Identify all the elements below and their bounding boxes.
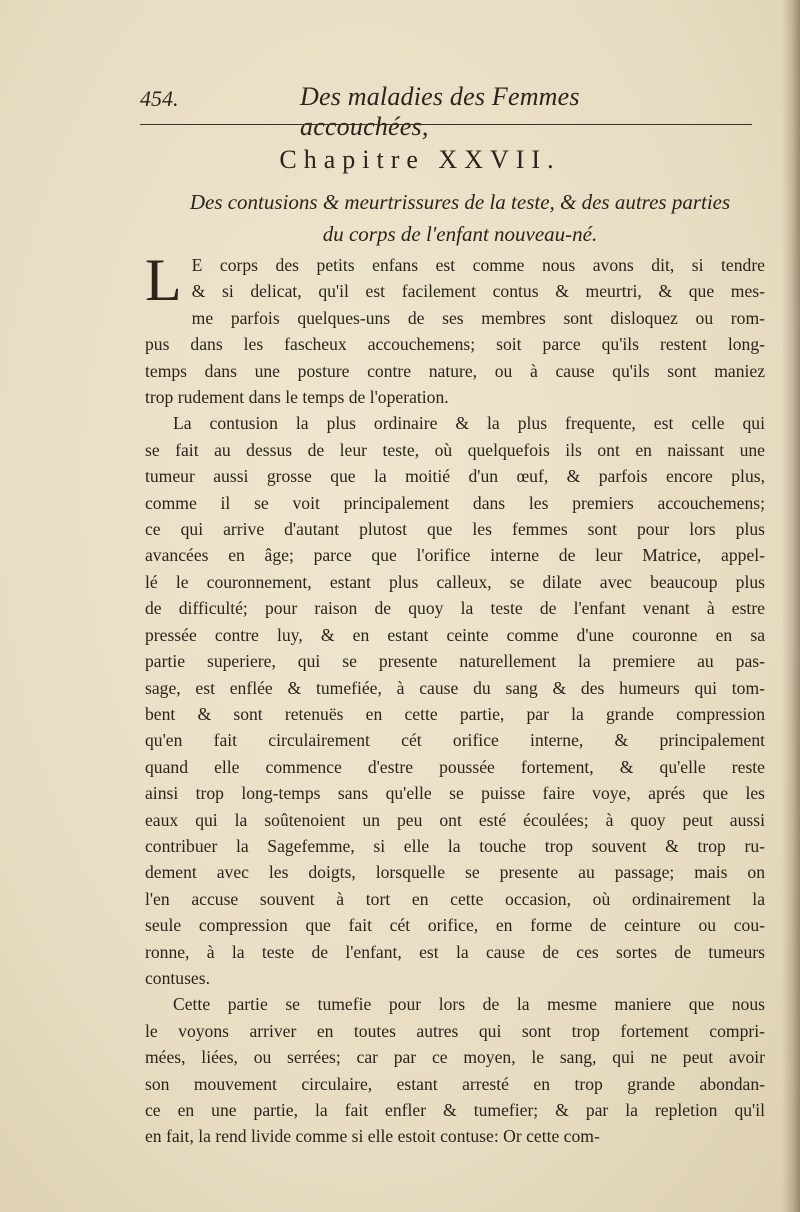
text-line: son mouvement circulaire, estant arresté en trop grande abondan- — [145, 1073, 765, 1094]
text-line: temps dans une posture contre nature, ou à cause qu'ils sont maniez — [145, 360, 765, 381]
text-line: ainsi trop long-temps sans qu'elle se puisse faire voye, aprés que les — [145, 783, 765, 804]
text-line: & si delicat, qu'il est facilement contus & meurtri, & que mes- — [191, 281, 765, 302]
text-line: bent & sont retenuës en cette partie, par la grande compression — [145, 703, 765, 724]
text-line: le voyons arriver en toutes autres qui sont trop fortement compri- — [145, 1020, 765, 1041]
text-line: dement avec les doigts, lorsquelle se presente au passage; mais on — [145, 862, 765, 883]
text-line: se fait au dessus de leur teste, où quelquefois ils ont en naissant une — [145, 439, 765, 460]
running-title: Des maladies des Femmes accouchées, — [300, 82, 580, 141]
text-line: lé le couronnement, estant plus calleux, se dilate avec beaucoup plus — [145, 571, 765, 592]
text-line: tumeur aussi grosse que la moitié d'un œuf, & parfois encore plus, — [145, 466, 765, 487]
text-line: me parfois quelques-uns de ses membres sont disloquez ou rom- — [191, 307, 765, 328]
text-line: ronne, à la teste de l'enfant, est la cause de ces sortes de tumeurs — [145, 941, 765, 962]
body-text — [145, 247, 765, 1150]
header-rule — [140, 124, 752, 125]
text-line: E corps des petits enfans est comme nous avons dit, si tendre — [191, 255, 765, 275]
text-line: pus dans les fascheux accouchemens; soit parce qu'ils restent long- — [145, 334, 765, 355]
page-edge-shadow — [782, 0, 800, 1212]
text-line: partie superiere, qui se presente naturellement la premiere au pas- — [145, 651, 765, 672]
text-line: qu'en fait circulairement cét orifice interne, & principalement — [145, 730, 765, 751]
drop-cap: L — [145, 247, 182, 313]
text-line: seule compression que fait cét orifice, en forme de ceinture ou cou- — [145, 915, 765, 936]
chapter-subtitle — [150, 186, 770, 250]
chapter-heading: Chapitre XXVII. — [279, 145, 561, 174]
page-header — [140, 82, 700, 141]
text-line: ce qui arrive d'autant plutost que les femmes sont pour lors plus — [145, 519, 765, 540]
text-line: comme il se voit principalement dans les premiers accouchemens; — [145, 492, 765, 513]
text-line: ce en une partie, la fait enfler & tumefier; & par la repletion qu'il — [145, 1100, 765, 1120]
text-line: pressée contre luy, & en estant ceinte comme d'une couronne en sa — [145, 624, 765, 645]
subtitle-line-2: du corps de l'enfant nouveau-né. — [322, 222, 598, 246]
text-line: quand elle commence d'estre poussée fortement, & qu'elle reste — [145, 756, 765, 777]
subtitle-line-1: Des contusions & meurtrissures de la teste, & des autres parties — [189, 190, 731, 214]
text-lines — [145, 247, 765, 1150]
text-line: eaux qui la soûtenoient un peu ont esté écoulées; à quoy peut aussi — [145, 809, 765, 830]
text-line: avancées en âge; parce que l'orifice interne de leur Matrice, appel- — [145, 545, 765, 566]
page-number: 454. — [140, 86, 179, 111]
text-line: sage, est enflée & tumefiée, à cause du sang & des humeurs qui tom- — [145, 677, 765, 698]
text-line: en fait, la rend livide comme si elle estoit contuse: Or cette com- — [145, 1126, 600, 1147]
text-line: contribuer la Sagefemme, si elle la touche trop souvent & trop ru- — [145, 835, 765, 856]
text-line: mées, liées, ou serrées; car par ce moyen, le sang, qui ne peut avoir — [145, 1047, 765, 1068]
text-line: Cette partie se tumefie pour lors de la mesme maniere que nous — [173, 994, 765, 1015]
text-line: La contusion la plus ordinaire & la plus frequente, est celle qui — [173, 413, 765, 434]
text-line: l'en accuse souvent à tort en cette occasion, où ordinairement la — [145, 888, 765, 909]
text-line: contuses. — [145, 967, 210, 988]
text-line: trop rudement dans le temps de l'operation. — [145, 387, 449, 408]
text-line: de difficulté; pour raison de quoy la teste de l'enfant venant à estre — [145, 598, 765, 619]
